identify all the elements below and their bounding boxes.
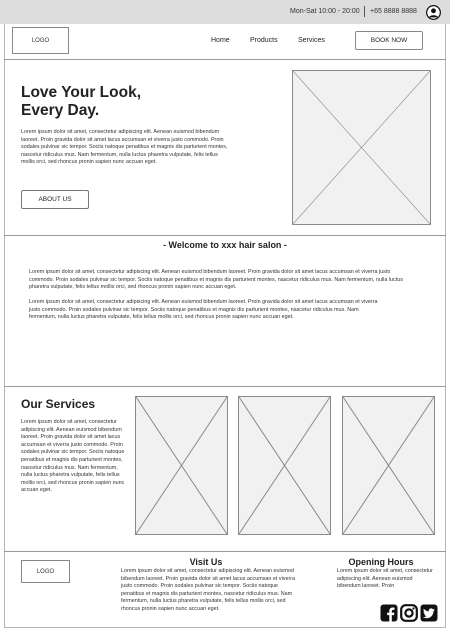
- nav-products[interactable]: Products: [250, 37, 278, 44]
- nav-services[interactable]: Services: [298, 37, 325, 44]
- facebook-icon[interactable]: [380, 604, 398, 622]
- header-logo[interactable]: LOGO: [12, 27, 69, 54]
- welcome-title: - Welcome to xxx hair salon -: [163, 240, 287, 250]
- divider: [4, 235, 446, 236]
- welcome-paragraph-2: Lorem ipsum dolor sit amet, consectetur adipiscing elit. Aenean euismod bibendum laoreet. Proin gravida dolor sit amet lacus accumsan et viverra justo commodo. Proin sodales pulvinar sic tempor. Sociis natoque penatibus et magnis dis parturient montes, nascetur ridiculus mus. Nam fermentum, nulla luctus pharetra vulputate, felis tellus mollis orci, sed rhoncus pronin sapien nunc accuan eget.: [29, 299, 378, 321]
- about-us-button[interactable]: ABOUT US: [21, 190, 89, 209]
- visit-us-title: Visit Us: [189, 557, 223, 567]
- divider: [4, 59, 446, 60]
- book-now-button[interactable]: BOOK NOW: [355, 31, 423, 50]
- services-title: Our Services: [21, 397, 96, 411]
- services-body: Lorem ipsum dolor sit amet, consectetur adipiscing elit. Aenean euismod bibendum laoreet. Proin gravida dolor sit amet lacus accumsan et viverra justo commodo. Proin sodales pulvinar sic tempor. Sociis natoque penatibus et magnis dis parturient montes, nascetur ridiculus mus. Nam fermentum, nulla luctus pharetra vulputate, felis tellus mollis orci, sed rhoncus pronin sapien nunc accuan eget.: [21, 419, 125, 494]
- instagram-icon[interactable]: [400, 604, 418, 622]
- service-image-placeholder[interactable]: [342, 396, 435, 535]
- nav-home[interactable]: Home: [211, 37, 230, 44]
- phone-number[interactable]: +65 8888 8888: [370, 8, 417, 15]
- user-circle-icon[interactable]: [426, 5, 441, 20]
- service-image-placeholder[interactable]: [135, 396, 228, 535]
- hero-title: Love Your Look, Every Day.: [21, 84, 141, 119]
- visit-us-body: Lorem ipsum dolor sit amet, consectetur adipiscing elit. Aenean euismod bibendum laoreet. Proin gravida dolor sit amet lacus accumsan et viverra justo commodo. Proin sodales pulvinar sic tempor. Sociis natoque penatibus et magnis dis parturient montes, nascetur ridiculus mus. Nam fermentum, nulla luctus pharetra vulputate, felis tellus mollis orci, sed rhoncus pronin sapien nunc accuan eget.: [121, 568, 296, 612]
- top-bar: [0, 0, 450, 24]
- opening-hours-body: Lorem ipsum dolor sit amet, consectetur adipiscing elit. Aenean euismod bibendum laoreet. Proin: [337, 568, 433, 590]
- twitter-icon[interactable]: [420, 604, 438, 622]
- footer-logo[interactable]: LOGO: [21, 560, 70, 583]
- business-hours: Mon-Sat 10:00 - 20:00: [290, 8, 360, 15]
- opening-hours-title: Opening Hours: [348, 557, 414, 567]
- welcome-paragraph-1: Lorem ipsum dolor sit amet, consectetur adipiscing elit. Aenean euismod bibendum laoreet. Proin gravida dolor sit amet lacus accumsan et viverra justo commodo. Proin sodales pulvinar sic tempor. Sociis natoque penatibus et magnis dis parturient montes, nascetur ridiculus mus. Nam fermentum, nulla luctus pharetra vulputate, felis tellus mollis orci, sed rhoncus pronin sapien nunc accuan eget.: [29, 269, 403, 291]
- hero-image-placeholder: [292, 70, 431, 225]
- service-image-placeholder[interactable]: [238, 396, 331, 535]
- hero-body: Lorem ipsum dolor sit amet, consectetur adipiscing elit. Aenean euismod bibendum laoreet. Proin gravida dolor sit amet lacus accumsan et viverra justo commodo. Proin sodales pulvinar sic tempor. Sociis natoque penatibus et magnis dis parturient montes, nascetur ridiculus mus. Nam fermentum, nulla luctus pharetra vulputate, felis tellus mollis orci, sed rhoncus pronin sapien nunc accuan eget.: [21, 129, 228, 166]
- divider: [364, 6, 365, 17]
- divider: [4, 551, 446, 552]
- divider: [4, 386, 446, 387]
